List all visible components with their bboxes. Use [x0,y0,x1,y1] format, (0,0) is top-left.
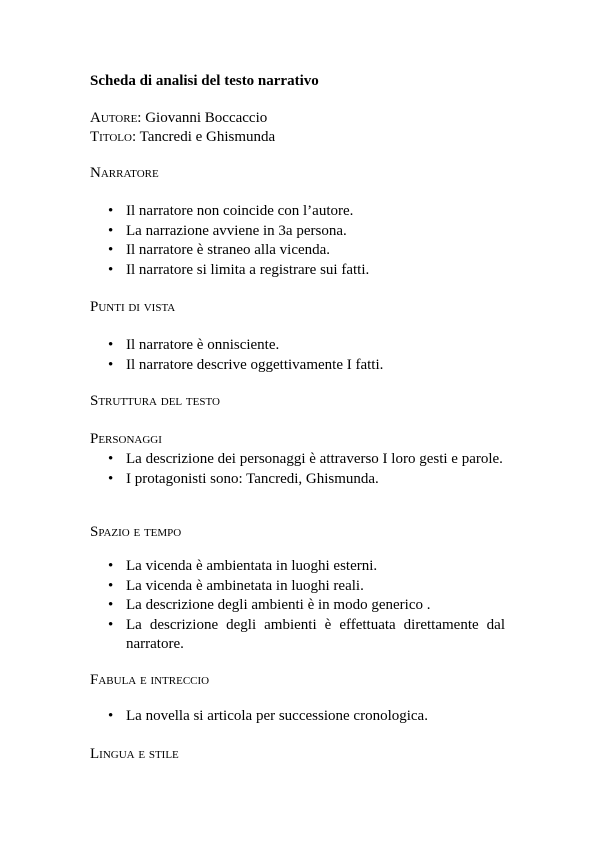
section-heading-struttura: Struttura del testo [90,393,220,409]
personaggi-list [90,450,505,489]
list-item: • Il narratore non coincide con l’autore. [90,202,505,222]
list-item: • Il narratore è onnisciente. [90,336,505,356]
list-item: • La novella si articola per successione cronologica. [90,707,505,727]
narratore-list [90,202,505,280]
list-item: • La narrazione avviene in 3a persona. [90,222,505,242]
section-heading-fabula: Fabula e intreccio [90,672,210,688]
fabula-list [90,707,505,727]
list-item: • I protagonisti sono: Tancredi, Ghismunda. [90,470,505,490]
section-heading-personaggi: Personaggi [90,431,162,447]
punti-di-vista-list [90,336,505,375]
author-value: Giovanni Boccaccio [145,110,268,126]
list-item: • La vicenda è ambinetata in luoghi reali. [90,577,505,597]
author-label: Autore: [90,110,142,126]
work-title-label: Titolo: [90,129,137,145]
section-heading-spazio-tempo: Spazio e tempo [90,524,182,540]
list-item: • Il narratore è straneo alla vicenda. [90,241,505,261]
list-item: • Il narratore si limita a registrare sui fatti. [90,261,505,281]
section-heading-narratore: Narratore [90,165,159,181]
spazio-tempo-list [90,557,505,655]
list-item: • La vicenda è ambientata in luoghi esterni. [90,557,505,577]
author-line [90,110,267,127]
list-item: • Il narratore descrive oggettivamente I fatti. [90,356,505,376]
section-heading-punti-di-vista: Punti di vista [90,299,176,315]
list-item: • La descrizione dei personaggi è attraverso I loro gesti e parole. [90,450,505,470]
list-item: • La descrizione degli ambienti è effettuata direttamente dal narratore. [90,616,505,655]
work-title-value: Tancredi e Ghismunda [139,129,276,145]
list-item: • La descrizione degli ambienti è in modo generico . [90,596,505,616]
section-heading-lingua: Lingua e stile [90,746,179,762]
title-line [90,129,275,146]
document-title: Scheda di analisi del testo narrativo [90,73,319,89]
